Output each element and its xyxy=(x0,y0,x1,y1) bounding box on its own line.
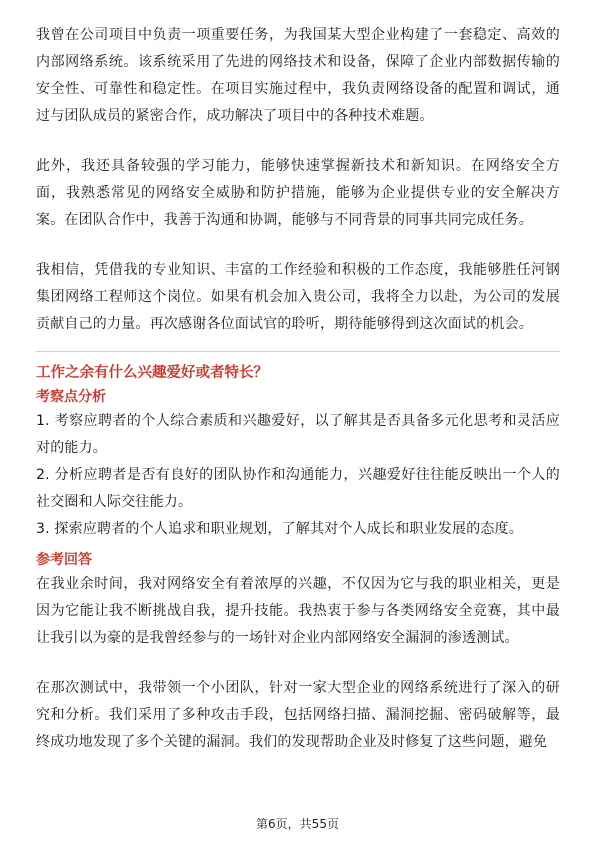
answer-paragraph-2: 在那次测试中，我带领一个小团队，针对一家大型企业的网络系统进行了深入的研究和分析。我们采用了多种攻击手段，包括网络扫描、漏洞挖掘、密码破解等，最终成功地发现了多个关键的漏洞。我们的发现帮助企业及时修复了这些问题，避免 xyxy=(36,680,560,750)
page-content xyxy=(36,22,560,756)
analysis-point-3: 3. 探索应聘者的个人追求和职业规划，了解其对个人成长和职业发展的态度。 xyxy=(36,521,524,537)
intro-paragraph-1: 我曾在公司项目中负责一项重要任务，为我国某大型企业构建了一套稳定、高效的内部网络系统。该系统采用了先进的网络技术和设备，保障了企业内部数据传输的安全性、可靠性和稳定性。在项目实施过程中，我负责网络设备的配置和调试，通过与团队成员的紧密合作，成功解决了项目中的各种技术难题。 xyxy=(36,27,560,124)
question-heading: 工作之余有什么兴趣爱好或者特长？ xyxy=(36,365,268,381)
intro-paragraph-3: 我相信，凭借我的专业知识、丰富的工作经验和积极的工作态度，我能够胜任河钢集团网络工程师这个岗位。如果有机会加入贵公司，我将全力以赴，为公司的发展贡献自己的力量。再次感谢各位面试官的聆听，期待能够得到这次面试的机会。 xyxy=(36,262,560,332)
answer-paragraph-1: 在我业余时间，我对网络安全有着浓厚的兴趣，不仅因为它与我的职业相关，更是因为它能让我不断挑战自我，提升技能。我热衷于参与各类网络安全竞赛，其中最让我引以为豪的是我曾经参与的一场针对企业内部网络安全漏洞的渗透测试。 xyxy=(36,576,560,646)
intro-paragraph-2: 此外，我还具备较强的学习能力，能够快速掌握新技术和新知识。在网络安全方面，我熟悉常见的网络安全威胁和防护措施，能够为企业提供专业的安全解决方案。在团队合作中，我善于沟通和协调，能够与不同背景的同事共同完成任务。 xyxy=(36,158,560,228)
analysis-point-2: 2. 分析应聘者是否有良好的团队协作和沟通能力，兴趣爱好往往能反映出一个人的社交圈和人际交往能力。 xyxy=(36,467,560,510)
section-divider xyxy=(36,351,560,352)
analysis-point-1: 1. 考察应聘者的个人综合素质和兴趣爱好，以了解其是否具备多元化思考和灵活应对的能力。 xyxy=(36,413,560,456)
answer-heading: 参考回答 xyxy=(36,552,92,568)
analysis-heading: 考察点分析 xyxy=(36,389,106,405)
page-number-footer: 第6页，共55页 xyxy=(256,817,339,831)
